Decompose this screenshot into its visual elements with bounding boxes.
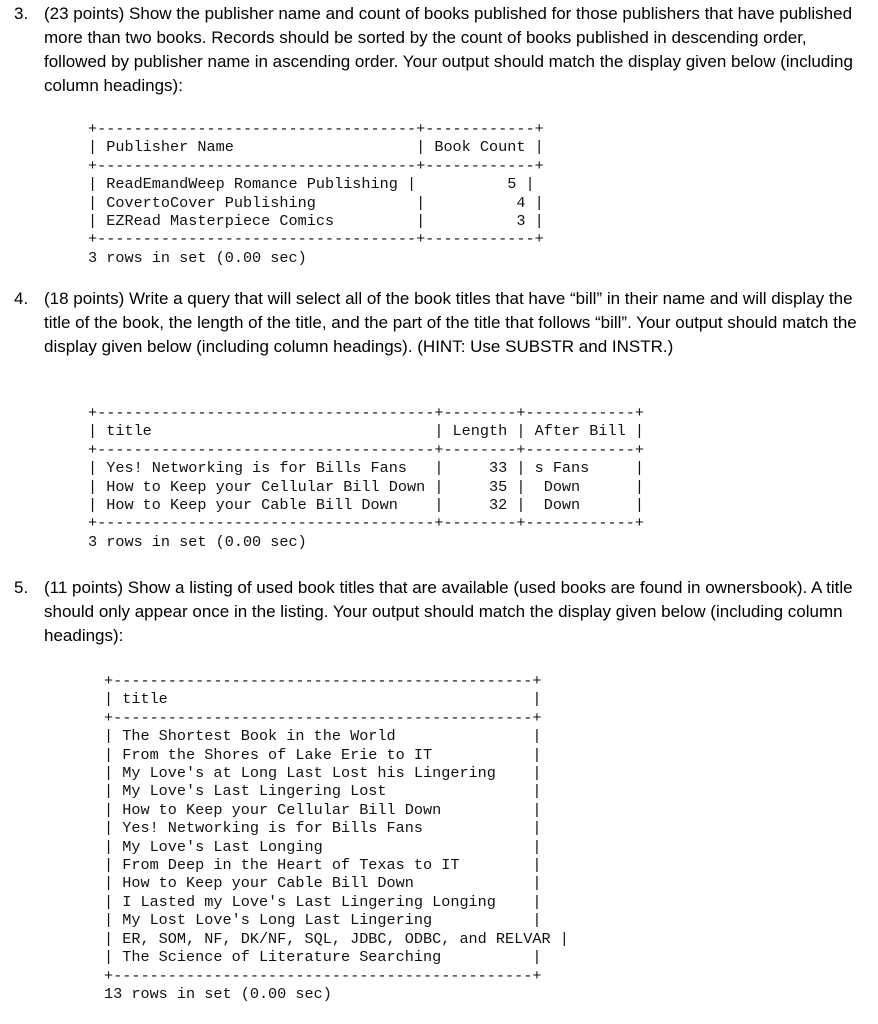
query-output-table: +-------------------------------------+--------+------------+ | title | Length | After Bill | +-------------------------------------+--------+------------+ | Yes! Networking is for Bills Fans | 33 | s Fans | | How to Keep your Cellular Bill Down | 35 | Down | | How to Keep your Cable Bill Down | 32 | Down | +-------------------------------------+--------+------------+ 3 rows in set (0.00 sec) [88, 404, 644, 551]
question-text: (11 points) Show a listing of used book titles that are available (used books are found in ownersbook). A title should only appear once in the listing. Your output should match the display given below (including column headings): [44, 578, 853, 645]
question-number: 3. [14, 4, 29, 23]
question-number: 5. [14, 578, 29, 597]
question-text: (18 points) Write a query that will select all of the book titles that have “bill” in their name and will display the title of the book, the length of the title, and the part of the title that follows “bill”. Your output should match the display given below (including column headings). (HINT: Use SUBSTR and INSTR.) [44, 289, 857, 356]
query-output-table: +-----------------------------------+------------+ | Publisher Name | Book Count | +-----------------------------------+------------+ | ReadEmandWeep Romance Publishing | 5 | | CovertoCover Publishing | 4 | | EZRead Masterpiece Comics | 3 | +-----------------------------------+------------+ 3 rows in set (0.00 sec) [88, 120, 544, 267]
question-number: 4. [14, 289, 29, 308]
question-text: (23 points) Show the publisher name and count of books published for those publishers that have published more than two books. Records should be sorted by the count of books published in descending order, followed by publisher name in ascending order. Your output should match the display given below (including column headings): [44, 4, 853, 95]
query-output-table: +----------------------------------------------+ | title | +----------------------------------------------+ | The Shortest Book in the World | | From the Shores of Lake Erie to IT | | My Love's at Long Last Lost his Lingering | | My Love's Last Lingering Lost | | How to Keep your Cellular Bill Down | | Yes! Networking is for Bills Fans | | My Love's Last Longing | | From Deep in the Heart of Texas to IT | | How to Keep your Cable Bill Down | | I Lasted my Love's Last Lingering Longing | | My Lost Love's Long Last Lingering | | ER, SOM, NF, DK/NF, SQL, JDBC, ODBC, and RELVAR | | The Science of Literature Searching | +----------------------------------------------+ 13 rows in set (0.00 sec) [104, 672, 569, 1003]
